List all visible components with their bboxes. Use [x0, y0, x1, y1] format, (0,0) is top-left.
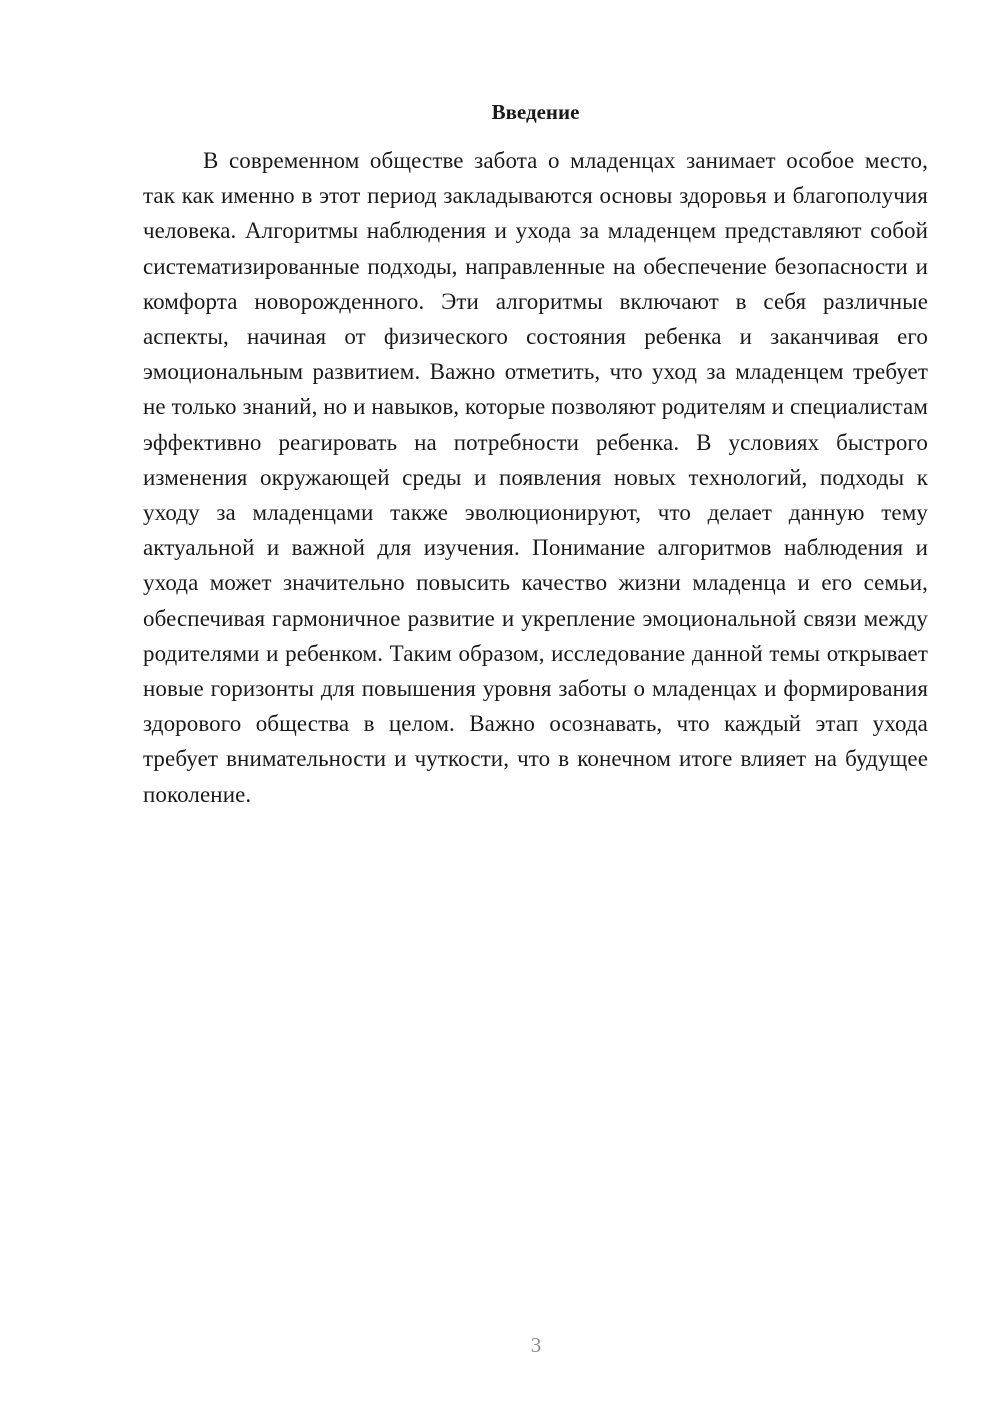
section-heading: Введение [491, 100, 580, 124]
page-number: 3 [530, 1333, 542, 1357]
body-paragraph: В современном обществе забота о младенцах занимает особое место, так как именно в этот период закладываются основы здоровья и благополучия человека. Алгоритмы наблюдения и ухода за младенцем представляют собой систематизированные подходы, направленные на обеспечение безопасности и комфорта новорожденного. Эти алгоритмы включают в себя различные аспекты, начиная от физического состояния ребенка и заканчивая его эмоциональным развитием. Важно отметить, что уход за младенцем требует не только знаний, но и навыков, которые позволяют родителям и специалистам эффективно реагировать на потребности ребенка. В условиях быстрого изменения окружающей среды и появления новых технологий, подходы к уходу за младенцами также эволюционируют, что делает данную тему актуальной и важной для изучения. Понимание алгоритмов наблюдения и ухода может значительно повысить качество жизни младенца и его семьи, обеспечивая гармоничное развитие и укрепление эмоциональной связи между родителями и ребенком. Таким образом, исследование данной темы открывает новые горизонты для повышения уровня заботы о младенцах и формирования здорового общества в целом. Важно осознавать, что каждый этап ухода требует внимательности и чуткости, что в конечном итоге влияет на будущее поколение. [143, 148, 928, 807]
